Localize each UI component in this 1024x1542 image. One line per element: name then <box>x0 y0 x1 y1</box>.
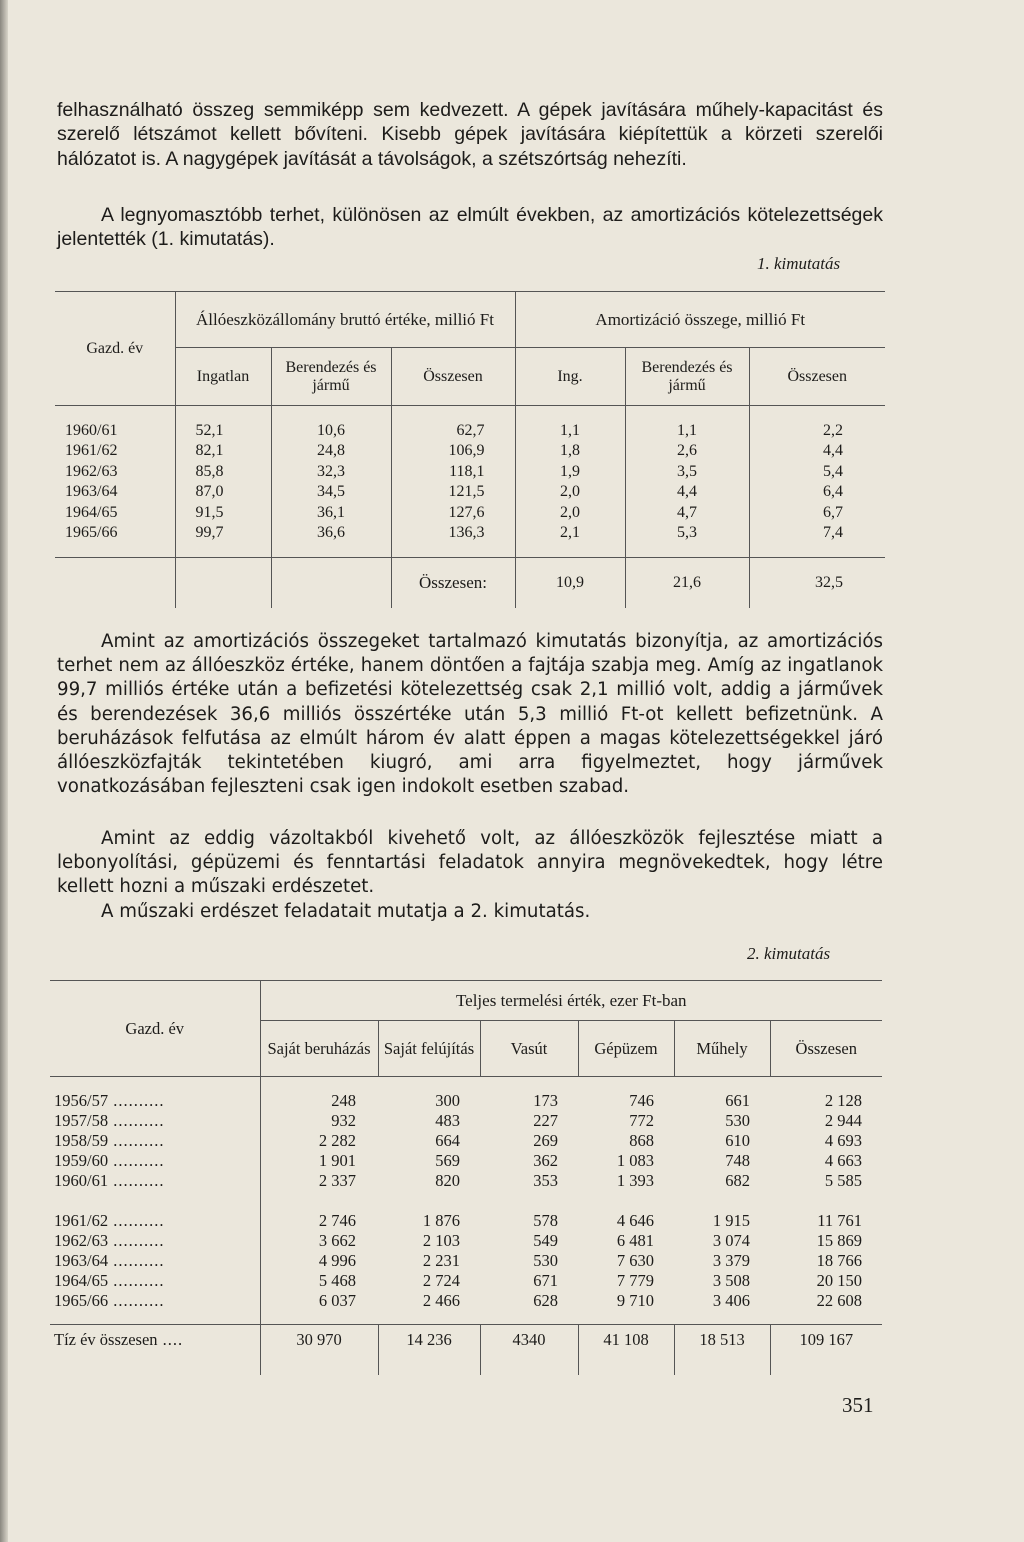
table2-value-cell: 661 <box>725 1090 750 1110</box>
table2-value-cell: 1 915 <box>712 1210 750 1230</box>
table2-value-cell: 628 <box>533 1290 558 1310</box>
page-number: 351 <box>842 1393 874 1417</box>
table2-year: 1964/65 <box>54 1270 109 1290</box>
table1-value-cell: 52,1 <box>175 421 271 442</box>
table1-year-cell: 1960/61 <box>65 421 118 439</box>
table2-year-cell: 1963/64 .......... <box>54 1250 165 1270</box>
table1-total-ing: 10,9 <box>556 573 584 591</box>
table1-year-cell: 1965/66 <box>65 524 118 542</box>
page-binding-edge <box>0 0 8 1542</box>
table2-value-cell: 5 585 <box>824 1170 862 1190</box>
table2-value-cell: 2 724 <box>422 1270 460 1290</box>
table1-value-cell: 1,1 <box>560 421 580 439</box>
table1-caption: 1. kimutatás <box>757 254 841 273</box>
table2-value-cell: 3 406 <box>712 1290 750 1310</box>
table1-value-cell: 24,8 <box>271 441 391 462</box>
table1-year-cell: 1964/65 <box>65 503 118 521</box>
table1-sub-osszesen: Összesen <box>391 348 515 406</box>
table2-total-label: Tíz év összesen <box>54 1329 158 1349</box>
table2-caption: 2. kimutatás <box>747 944 831 963</box>
table2-value-cell: 932 <box>260 1111 378 1131</box>
table1-value-cell: 82,1 <box>175 441 271 462</box>
table2-value-cell: 6 037 <box>260 1291 378 1311</box>
table2-value-cell: 1 901 <box>260 1151 378 1171</box>
table2-value-cell: 5 468 <box>260 1271 378 1291</box>
table1-value-cell: 6,4 <box>823 483 843 501</box>
table1-total-osszesen: 32,5 <box>815 573 843 591</box>
table1-value-cell: 2,0 <box>560 483 580 501</box>
table2-year: 1962/63 <box>54 1230 109 1250</box>
table1-total-berendezes: 21,6 <box>625 558 749 608</box>
table2-value-cell: 3 379 <box>712 1250 750 1270</box>
table1-value-cell: 62,7 <box>391 421 515 442</box>
table2-value-cell: 820 <box>435 1170 460 1190</box>
table2-row <box>50 1231 882 1251</box>
table1-year-cell: 1961/62 <box>65 442 118 460</box>
table2-value-cell: 7 779 <box>616 1270 654 1290</box>
table2-value-cell: 3 074 <box>712 1230 750 1250</box>
table2-value-cell: 772 <box>629 1110 654 1130</box>
table1-value-cell: 6,7 <box>823 503 843 521</box>
table1-row <box>55 503 885 524</box>
table1-value-cell: 2,6 <box>625 441 749 462</box>
table2-value-cell: 2 282 <box>260 1131 378 1151</box>
table1-sub-osszesen-2: Összesen <box>787 367 848 385</box>
table1-value-cell: 10,6 <box>271 421 391 442</box>
table1-row <box>55 421 885 442</box>
table2-year: 1958/59 <box>54 1130 109 1150</box>
table1-sub-berendezes: Berendezés és jármű <box>271 348 391 406</box>
table1-value-cell: 4,4 <box>823 442 843 460</box>
table1-value-cell: 136,3 <box>391 523 515 544</box>
table1-value-cell: 4,4 <box>625 482 749 503</box>
table2-year: 1963/64 <box>54 1250 109 1270</box>
table2-value-cell: 2 337 <box>260 1171 378 1191</box>
table1-value-cell: 4,7 <box>625 503 749 524</box>
table1-value-cell: 34,5 <box>271 482 391 503</box>
table2-sub-muhely: Műhely <box>674 1021 770 1077</box>
table2 <box>50 980 882 1375</box>
table2-value-cell: 269 <box>533 1130 558 1150</box>
table2-value-cell: 20 150 <box>816 1270 862 1290</box>
table2-row <box>50 1091 882 1111</box>
table2-row <box>50 1111 882 1131</box>
table2-group-header: Teljes termelési érték, ezer Ft-ban <box>260 981 882 1021</box>
table2-year-cell: 1959/60 .......... <box>54 1150 165 1170</box>
table2-total-felujitas: 14 236 <box>378 1325 480 1355</box>
table2-value-cell: 15 869 <box>816 1230 862 1250</box>
paragraph-3: Amint az amortizációs összegeket tartalmazó kimutatás bizonyítja, az amortizációs terhet nem az állóeszköz értéke, hanem döntően a fajtája szabja meg. Amíg az ingatlanok 99,7 milliós értéke után a befizetési kötelezettség csak 2,1 millió volt, addig a járművek és berendezések 36,6 milliós összértéke után 5,3 millió Ft-ot kellett befizetnünk. A beruházások felfutása az elmúlt három év alatt éppen a magas kötelezettségekkel járó állóeszközfajták tekintetében kiugró, ami arra figyelmeztet, hogy járművek vonatkozásában fejleszteni csak igen indokolt esetben szabad. <box>57 631 883 798</box>
table1-value-cell: 1,1 <box>625 421 749 442</box>
table2-year-cell: 1958/59 .......... <box>54 1130 165 1150</box>
table1-sub-ingatlan: Ingatlan <box>175 348 271 406</box>
table1-value-cell: 3,5 <box>625 462 749 483</box>
table2-year-cell: 1964/65 .......... <box>54 1270 165 1290</box>
table2-value-cell: 7 630 <box>616 1250 654 1270</box>
table2-value-cell: 353 <box>533 1170 558 1190</box>
table2-sub-sajat-beruhazas: Saját beruházás <box>260 1021 378 1077</box>
table2-year: 1961/62 <box>54 1210 109 1230</box>
table1-value-cell: 5,3 <box>625 523 749 544</box>
table2-value-cell: 664 <box>435 1130 460 1150</box>
table2-value-cell: 530 <box>725 1110 750 1130</box>
table2-value-cell: 569 <box>435 1150 460 1170</box>
table2-sub-sajat-felujitas: Saját felújítás <box>378 1021 480 1077</box>
table1-value-cell: 91,5 <box>175 503 271 524</box>
table2-total-muhely: 18 513 <box>674 1325 770 1355</box>
table2-value-cell: 4 663 <box>824 1150 862 1170</box>
table2-value-cell: 671 <box>533 1270 558 1290</box>
table2-value-cell: 4 693 <box>824 1130 862 1150</box>
table2-value-cell: 9 710 <box>616 1290 654 1310</box>
table2-row <box>50 1271 882 1291</box>
table2-sub-osszesen: Összesen <box>795 1038 857 1058</box>
table1-row <box>55 441 885 462</box>
table2-value-cell: 2 128 <box>824 1090 862 1110</box>
table2-value-cell: 682 <box>725 1170 750 1190</box>
table1-total-label: Összesen: <box>391 558 515 608</box>
paragraph-1: felhasználható összeg semmiképp sem kedvezett. A gépek javítására műhely-kapacitást és szerelő létszámot kellett bővíteni. Kisebb gépek javítására kiépítettük a körzeti szerelői hálózatot is. A nagygépek javítását a távolságok, a szétszórtság nehezíti. <box>57 99 883 170</box>
table2-value-cell: 1 083 <box>616 1150 654 1170</box>
table1-value-cell: 85,8 <box>175 462 271 483</box>
table1-value-cell: 7,4 <box>823 524 843 542</box>
table2-year: 1965/66 <box>54 1290 109 1310</box>
table2-value-cell: 2 944 <box>824 1110 862 1130</box>
table1-value-cell: 5,4 <box>823 462 843 480</box>
paragraph-2: A legnyomasztóbb terhet, különösen az elmúlt években, az amortizációs kötelezettségek jelentették (1. kimutatás). <box>57 204 883 251</box>
table2-value-cell: 2 746 <box>260 1211 378 1231</box>
table2-value-cell: 362 <box>533 1150 558 1170</box>
table1-value-cell: 127,6 <box>391 503 515 524</box>
table2-sub-vasut: Vasút <box>480 1021 578 1077</box>
table2-value-cell: 748 <box>725 1150 750 1170</box>
table1-value-cell: 36,6 <box>271 523 391 544</box>
table2-value-cell: 4 996 <box>260 1251 378 1271</box>
table1-group2-header: Amortizáció összege, millió Ft <box>515 292 885 348</box>
table2-value-cell: 530 <box>533 1250 558 1270</box>
table2-value-cell: 248 <box>260 1091 378 1111</box>
table2-total-label-cell: Tíz év összesen .... <box>54 1329 184 1349</box>
table2-value-cell: 173 <box>533 1090 558 1110</box>
table2-total-vasut: 4340 <box>480 1325 578 1355</box>
table2-value-cell: 3 508 <box>712 1270 750 1290</box>
table2-row <box>50 1251 882 1271</box>
table1-value-cell: 2,2 <box>823 421 843 439</box>
table2-value-cell: 2 103 <box>422 1230 460 1250</box>
table2-row <box>50 1171 882 1191</box>
table2-row <box>50 1211 882 1231</box>
table2-year: 1957/58 <box>54 1110 109 1130</box>
table2-value-cell: 4 646 <box>616 1210 654 1230</box>
table2-year: 1956/57 <box>54 1090 109 1110</box>
table2-value-cell: 1 393 <box>616 1170 654 1190</box>
table2-value-cell: 2 231 <box>422 1250 460 1270</box>
table1-year-cell: 1963/64 <box>65 483 118 501</box>
table1-value-cell: 121,5 <box>391 482 515 503</box>
table2-total-gepuzem: 41 108 <box>578 1325 674 1355</box>
table1-value-cell: 99,7 <box>175 523 271 544</box>
table2-value-cell: 868 <box>629 1130 654 1150</box>
table1-row <box>55 482 885 503</box>
table1-value-cell: 2,0 <box>560 503 580 521</box>
table2-value-cell: 11 761 <box>817 1210 862 1230</box>
paragraph-5: A műszaki erdészet feladatait mutatja a 2. kimutatás. <box>101 901 591 922</box>
table2-total-osszesen: 109 167 <box>799 1329 854 1349</box>
table1 <box>55 291 885 608</box>
table1-row <box>55 462 885 483</box>
table2-value-cell: 6 481 <box>616 1230 654 1250</box>
table2-value-cell: 578 <box>533 1210 558 1230</box>
table1-value-cell: 32,3 <box>271 462 391 483</box>
paragraph-4: Amint az eddig vázoltakból kivehető volt, az állóeszközök fejlesztése miatt a lebonyolítási, gépüzemi és fenntartási feladatok annyira megnövekedtek, hogy létre kellett hozni a műszaki erdészetet. <box>57 828 883 898</box>
table2-value-cell: 18 766 <box>816 1250 862 1270</box>
table2-value-cell: 2 466 <box>422 1290 460 1310</box>
table2-year: 1959/60 <box>54 1150 109 1170</box>
table2-year-cell: 1962/63 .......... <box>54 1230 165 1250</box>
table2-row <box>50 1131 882 1151</box>
table1-year-header: Gazd. év <box>55 292 175 406</box>
table2-value-cell: 227 <box>533 1110 558 1130</box>
table2-value-cell: 610 <box>725 1130 750 1150</box>
table2-year: 1960/61 <box>54 1170 109 1190</box>
table2-value-cell: 3 662 <box>260 1231 378 1251</box>
table1-value-cell: 1,9 <box>560 462 580 480</box>
table2-row <box>50 1291 882 1311</box>
table1-group1-header: Állóeszközállomány bruttó értéke, millió Ft <box>175 292 515 348</box>
table2-year-cell: 1965/66 .......... <box>54 1290 165 1310</box>
table2-value-cell: 22 608 <box>816 1290 862 1310</box>
table2-total-beruhazas: 30 970 <box>260 1325 378 1355</box>
table1-value-cell: 118,1 <box>391 462 515 483</box>
table2-value-cell: 549 <box>533 1230 558 1250</box>
table1-sub-ing: Ing. <box>515 348 625 406</box>
table2-value-cell: 1 876 <box>422 1210 460 1230</box>
table2-year-header: Gazd. év <box>125 1019 185 1038</box>
table1-value-cell: 2,1 <box>560 524 580 542</box>
table2-year-cell: 1960/61 .......... <box>54 1170 165 1190</box>
table2-year-cell: 1961/62 .......... <box>54 1210 165 1230</box>
table2-year-cell: 1956/57 .......... <box>54 1090 165 1110</box>
table2-value-cell: 746 <box>629 1090 654 1110</box>
table2-value-cell: 483 <box>435 1110 460 1130</box>
table2-year-cell: 1957/58 .......... <box>54 1110 165 1130</box>
table1-row <box>55 523 885 544</box>
table1-value-cell: 106,9 <box>391 441 515 462</box>
table1-value-cell: 36,1 <box>271 503 391 524</box>
table2-value-cell: 300 <box>435 1090 460 1110</box>
table2-sub-gepuzem: Gépüzem <box>578 1021 674 1077</box>
table1-value-cell: 1,8 <box>560 442 580 460</box>
table1-year-cell: 1962/63 <box>65 462 118 480</box>
table2-row <box>50 1151 882 1171</box>
table1-sub-berendezes-2: Berendezés és jármű <box>625 348 749 406</box>
table1-value-cell: 87,0 <box>175 482 271 503</box>
